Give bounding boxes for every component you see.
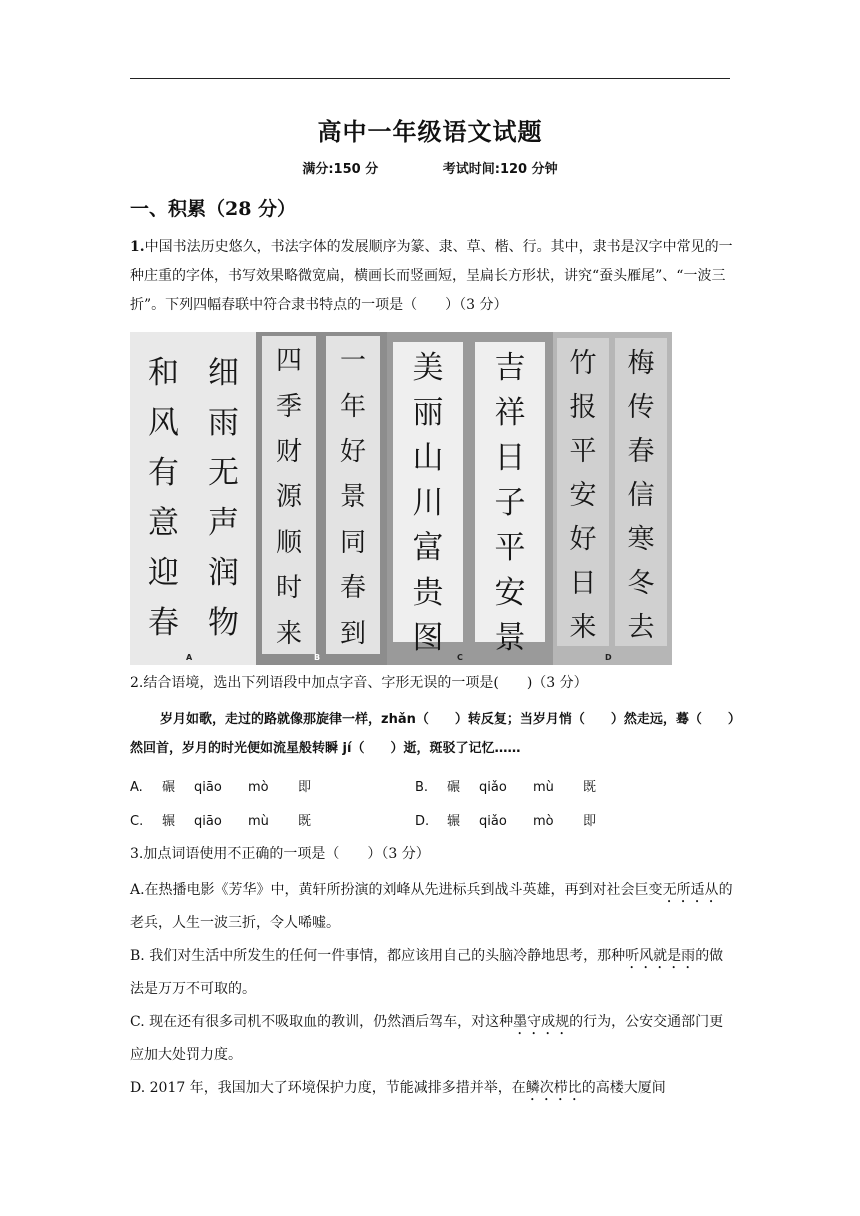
couplet-character: 寒 bbox=[627, 523, 655, 555]
couplet-character: 梅 bbox=[627, 347, 655, 379]
option-c: C. 辗 qiāo mù 既 bbox=[130, 814, 312, 829]
couplet-character: 丽 bbox=[412, 395, 444, 431]
question-3-stem: 3.加点词语使用不正确的一项是（ ）（3 分） bbox=[130, 846, 430, 862]
panel-label-d: D bbox=[605, 653, 612, 662]
couplet-character: 来 bbox=[569, 611, 597, 643]
couplet-character: 冬 bbox=[627, 567, 655, 599]
couplet-character: 季 bbox=[275, 391, 302, 422]
section-heading: 一、积累（28 分） bbox=[130, 198, 297, 220]
couplet-character: 山 bbox=[412, 440, 444, 476]
couplet-character: 传 bbox=[627, 391, 655, 423]
couplet-b-right bbox=[326, 336, 380, 654]
couplet-character: 安 bbox=[494, 575, 526, 611]
q3-option-d: D. 2017 年，我国加大了环境保护力度，节能减排多措并举，在鳞次栉比的高楼大厦间 bbox=[130, 1080, 666, 1096]
q3-option-b: B. 我们对生活中所发生的任何一件事情，都应该用自己的头脑冷静地思考，那种听风就是雨的做法是万万不可取的。 bbox=[130, 948, 724, 997]
exam-time: 考试时间:120 分钟 bbox=[442, 162, 558, 177]
panel-label-c: C bbox=[457, 653, 463, 662]
couplet-character: 平 bbox=[569, 435, 597, 467]
calligraphy-image bbox=[130, 332, 672, 665]
couplet-character: 财 bbox=[275, 437, 302, 468]
panel-label-b: B bbox=[314, 653, 321, 662]
option-b: B. 碾 qiǎo mù 既 bbox=[415, 780, 597, 795]
emphasized-phrase: 墨守成规 bbox=[513, 1014, 570, 1030]
couplet-character: 有 bbox=[148, 454, 179, 491]
couplet-character: 去 bbox=[627, 611, 655, 643]
couplet-character: 川 bbox=[412, 485, 444, 521]
couplet-character: 源 bbox=[275, 482, 302, 513]
couplet-character: 物 bbox=[208, 604, 239, 641]
emphasized-phrase: 听风就是雨 bbox=[625, 948, 696, 964]
couplet-character: 景 bbox=[339, 482, 366, 513]
couplet-character: 声 bbox=[208, 504, 239, 541]
couplet-character: 同 bbox=[339, 527, 366, 558]
couplet-b-left bbox=[262, 336, 316, 654]
couplet-character: 雨 bbox=[208, 404, 239, 441]
question-1 bbox=[130, 233, 736, 320]
couplet-d-left bbox=[557, 338, 609, 646]
couplet-character: 迎 bbox=[148, 554, 179, 591]
q3-option-c: C. 现在还有很多司机不吸取血的教训，仍然酒后驾车，对这种墨守成规的行为，公安交通部门更应加大处罚力度。 bbox=[130, 1014, 724, 1063]
couplet-character: 信 bbox=[627, 479, 655, 511]
couplet-character: 细 bbox=[208, 354, 239, 391]
couplet-panel-a bbox=[130, 332, 256, 665]
couplet-character: 好 bbox=[339, 437, 366, 468]
couplet-character: 风 bbox=[148, 404, 179, 441]
page-title: 高中一年级语文试题 bbox=[317, 117, 543, 146]
couplet-character: 四 bbox=[275, 346, 302, 377]
couplet-character: 景 bbox=[494, 620, 526, 656]
emphasized-phrase: 鳞次栉比 bbox=[525, 1080, 582, 1096]
question-text: 中国书法历史悠久，书法字体的发展顺序为篆、隶、草、楷、行。其中，隶书是汉字中常见的一种庄重的字体，书写效果略微宽扁，横画长而竖画短，呈扁长方形状，讲究“蚕头雁尾”、“一波三折”。下列四幅春联中符合隶书特点的一项是（ ）（3 分） bbox=[130, 239, 733, 313]
option-d: D. 辗 qiǎo mò 即 bbox=[415, 814, 597, 829]
couplet-character: 和 bbox=[148, 354, 179, 391]
couplet-character: 来 bbox=[275, 618, 302, 649]
couplet-character: 报 bbox=[569, 391, 597, 423]
couplet-c-right bbox=[475, 342, 545, 656]
couplet-character: 一 bbox=[339, 346, 366, 377]
couplet-character: 图 bbox=[412, 620, 444, 656]
couplet-character: 子 bbox=[494, 485, 526, 521]
q3-option-a: A.在热播电影《芳华》中，黄轩所扮演的刘峰从先进标兵到战斗英雄，再到对社会巨变无所适从的老兵，人生一波三折，令人唏嘘。 bbox=[130, 882, 733, 931]
couplet-d-right bbox=[615, 338, 667, 646]
couplet-a-right bbox=[196, 344, 251, 644]
couplet-character: 春 bbox=[627, 435, 655, 467]
couplet-character: 顺 bbox=[275, 527, 302, 558]
couplet-panel-b bbox=[256, 332, 387, 665]
couplet-character: 意 bbox=[148, 504, 179, 541]
couplet-character: 年 bbox=[339, 391, 366, 422]
couplet-character: 无 bbox=[208, 454, 239, 491]
couplet-character: 美 bbox=[412, 350, 444, 386]
question-2-passage: 岁月如歌，走过的路就像那旋律一样，zhǎn（ ）转反复；当岁月悄（ ）然走远，蓦（ ）然回首，岁月的时光便如流星般转瞬 jí（ ）逝，斑驳了记忆…… bbox=[130, 712, 735, 756]
couplet-character: 吉 bbox=[494, 350, 526, 386]
couplet-character: 时 bbox=[275, 573, 302, 604]
option-a: A. 碾 qiāo mò 即 bbox=[130, 780, 312, 795]
couplet-character: 日 bbox=[494, 440, 526, 476]
couplet-c-left bbox=[393, 342, 463, 656]
header-rule bbox=[130, 78, 730, 79]
couplet-character: 润 bbox=[208, 554, 239, 591]
question-number: 1. bbox=[130, 239, 145, 255]
couplet-character: 春 bbox=[148, 604, 179, 641]
couplet-panel-d bbox=[553, 332, 672, 665]
couplet-character: 平 bbox=[494, 530, 526, 566]
couplet-character: 竹 bbox=[569, 347, 597, 379]
couplet-character: 日 bbox=[569, 567, 597, 599]
exam-meta bbox=[0, 158, 860, 177]
couplet-character: 祥 bbox=[494, 395, 526, 431]
panel-label-a: A bbox=[186, 653, 193, 662]
couplet-character: 好 bbox=[569, 523, 597, 555]
couplet-character: 安 bbox=[569, 479, 597, 511]
emphasized-phrase: 无所适从 bbox=[662, 882, 719, 898]
question-2-stem: 2.结合语境，选出下列语段中加点字音、字形无误的一项是( )（3 分） bbox=[130, 675, 588, 691]
couplet-character: 到 bbox=[339, 618, 366, 649]
couplet-a-left bbox=[136, 344, 191, 644]
couplet-character: 贵 bbox=[412, 575, 444, 611]
couplet-panel-c bbox=[387, 332, 553, 665]
couplet-character: 富 bbox=[412, 530, 444, 566]
couplet-character: 春 bbox=[339, 573, 366, 604]
full-score: 满分:150 分 bbox=[302, 162, 379, 177]
